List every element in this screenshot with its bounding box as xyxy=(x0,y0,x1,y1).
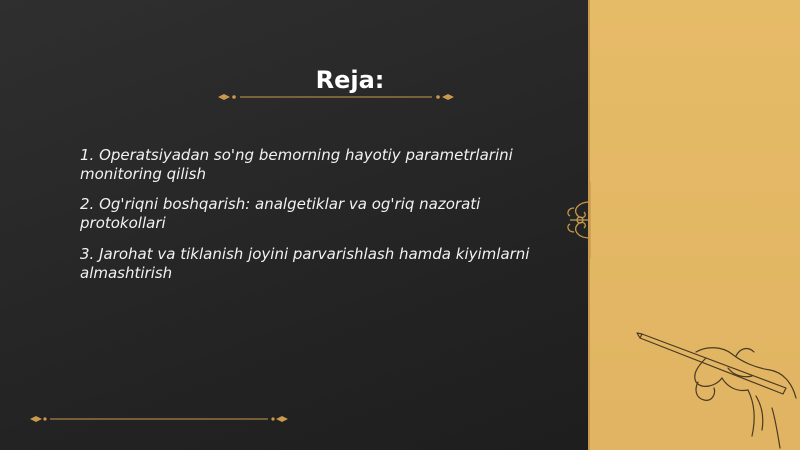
slide-title: Reja: xyxy=(315,66,385,94)
title-underline-ornament xyxy=(216,92,456,102)
plan-item-1: 1. Operatsiyadan so'ng bemorning hayotiy parametrlarini monitoring qilish xyxy=(80,146,513,183)
hand-writing-with-pen-icon xyxy=(636,318,800,450)
plan-item-3: 3. Jarohat va tiklanish joyini parvarishlash hamda kiyimlarni almashtirish xyxy=(80,245,530,282)
bottom-ornament-rule xyxy=(28,414,290,424)
plan-item-2: 2. Og'riqni boshqarish: analgetiklar va og'riq nazorati protokollari xyxy=(80,195,481,232)
